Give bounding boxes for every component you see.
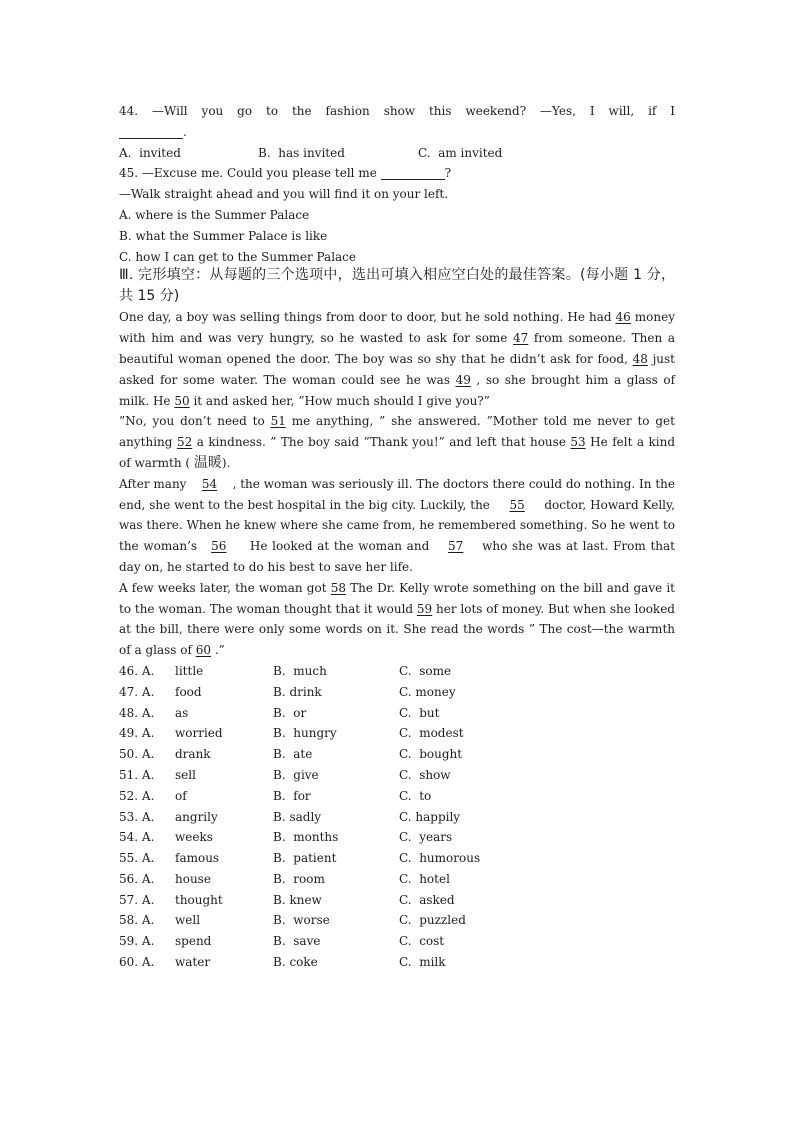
option-b: B. hungry: [273, 726, 337, 741]
option-b: B. give: [273, 767, 319, 782]
option-c: C. asked: [399, 892, 455, 907]
cloze-passage: [119, 307, 675, 661]
blank-number: 50: [174, 393, 190, 408]
option-row: [119, 723, 480, 744]
question-number: 49. A.: [119, 726, 155, 741]
option-row: [119, 786, 480, 807]
option-a: famous: [175, 851, 220, 866]
passage-paragraph-4: A few weeks later, the woman got 58 The Dr. Kelly wrote something on the bill and gave it to the woman. The woman thought that it would 59 her lots of money. But when she looked at the bill, there were only some words on it. She read the words ” The cost—the warmth of a glass of 60 .”: [119, 580, 676, 658]
question-number: 55. A.: [119, 851, 155, 866]
q45-reply: —Walk straight ahead and you will find it on your left.: [119, 187, 449, 202]
question-45: [119, 163, 675, 267]
option-c: C. humorous: [399, 851, 481, 866]
option-row: [119, 869, 480, 890]
options-table: [119, 661, 480, 973]
q45-option-a: A. where is the Summer Palace: [119, 207, 310, 222]
option-c: C. money: [399, 684, 456, 699]
question-number: 52. A.: [119, 788, 155, 803]
option-row: [119, 848, 480, 869]
blank-number: 58: [330, 580, 346, 595]
blank-number: 57: [448, 539, 464, 554]
question-number: 46. A.: [119, 663, 155, 678]
question-number: 58. A.: [119, 913, 155, 928]
section-heading: Ⅲ. 完形填空：从每题的三个选项中，选出可填入相应空白处的最佳答案。(每小题 1 分， 共 15 分): [119, 267, 675, 305]
option-a: weeks: [175, 830, 213, 845]
blank-number: 47: [513, 331, 529, 346]
option-b: B. sadly: [273, 809, 322, 824]
option-b: B. worse: [273, 913, 330, 928]
q44-option-a: A. invited: [119, 145, 181, 160]
passage-paragraph-2: ”No, you don’t need to 51 me anything, ” she answered. ”Mother told me never to get anything 52 a kindness. ” The boy said ”Thank you!” and left that house 53 He felt a kind of warmth ( 温暖).: [119, 414, 676, 471]
option-a: well: [175, 913, 201, 928]
option-a: spend: [175, 934, 212, 949]
option-c: C. some: [399, 663, 452, 678]
blank-number: 53: [570, 435, 586, 450]
option-row: [119, 931, 480, 952]
option-b: B. for: [273, 788, 311, 803]
option-b: B. drink: [273, 684, 322, 699]
question-number: 57. A.: [119, 892, 155, 907]
option-a: house: [175, 871, 211, 886]
question-number: 60. A.: [119, 955, 155, 970]
option-c: C. years: [399, 830, 453, 845]
answer-blank: [119, 124, 183, 139]
option-a: worried: [175, 726, 223, 741]
q44-stem: 44. —Will you go to the fashion show this weekend? —Yes, I will, if I: [119, 104, 675, 118]
q44-option-b: B. has invited: [258, 145, 345, 160]
question-44: [119, 101, 675, 163]
question-number: 59. A.: [119, 934, 155, 949]
option-b: B. much: [273, 663, 327, 678]
q45-option-c: C. how I can get to the Summer Palace: [119, 249, 357, 264]
option-a: thought: [175, 892, 223, 907]
option-row: [119, 910, 480, 931]
option-c: C. happily: [399, 809, 461, 824]
passage-paragraph-1: One day, a boy was selling things from door to door, but he sold nothing. He had 46 money with him and was very hungry, so he wasted to ask for some 47 from someone. Then a beautiful woman opened the door. The boy was so shy that he didn’t ask for food, 48 just asked for some water. The woman could see he was 49 , so she brought him a glass of milk. He 50 it and asked her, ”How much should I give you?”: [119, 310, 676, 408]
q44-options: [119, 143, 675, 164]
option-a: water: [175, 955, 211, 970]
option-b: B. room: [273, 871, 325, 886]
option-a: of: [175, 788, 187, 803]
q44-blank-line: .: [119, 122, 675, 143]
question-number: 51. A.: [119, 767, 155, 782]
blank-number: 54: [201, 476, 218, 491]
option-c: C. bought: [399, 747, 463, 762]
option-row: [119, 661, 480, 682]
question-number: 56. A.: [119, 871, 155, 886]
option-b: B. patient: [273, 851, 337, 866]
option-row: [119, 744, 480, 765]
option-c: C. cost: [399, 934, 445, 949]
option-a: angrily: [175, 809, 218, 824]
option-c: C. puzzled: [399, 913, 466, 928]
option-a: as: [175, 705, 189, 720]
option-a: food: [175, 684, 202, 699]
blank-number: 59: [416, 601, 433, 616]
option-row: [119, 827, 480, 848]
option-c: C. modest: [399, 726, 464, 741]
option-b: B. coke: [273, 955, 318, 970]
answer-blank: [381, 165, 445, 180]
option-row: [119, 952, 480, 973]
exam-page: [119, 101, 675, 973]
blank-number: 60: [195, 643, 212, 658]
option-b: B. or: [273, 705, 307, 720]
blank-number: 49: [455, 372, 471, 387]
option-b: B. save: [273, 934, 321, 949]
question-number: 53. A.: [119, 809, 155, 824]
q45-stem: 45. —Excuse me. Could you please tell me ?: [119, 166, 452, 181]
option-c: C. but: [399, 705, 440, 720]
q45-option-b: B. what the Summer Palace is like: [119, 228, 328, 243]
option-a: drank: [175, 747, 211, 762]
options-body: [119, 661, 480, 973]
option-c: C. hotel: [399, 871, 450, 886]
option-row: [119, 682, 480, 703]
blank-number: 48: [632, 351, 648, 366]
q44-option-c: C. am invited: [418, 145, 503, 160]
question-number: 47. A.: [119, 684, 155, 699]
option-row: [119, 807, 480, 828]
option-row: [119, 703, 480, 724]
blank-number: 52: [176, 435, 193, 450]
option-a: little: [175, 663, 204, 678]
question-number: 54. A.: [119, 830, 155, 845]
blank-number: 51: [270, 414, 286, 429]
option-a: sell: [175, 767, 196, 782]
question-number: 48. A.: [119, 705, 155, 720]
option-c: C. milk: [399, 955, 446, 970]
passage-paragraph-3: After many 54 , the woman was seriously ill. The doctors there could do nothing. In the end, she went to the best hospital in the big city. Luckily, the 55 doctor, Howard Kelly, was there. When he knew where she came from, he remembered something. So he went to the woman’s 56 He looked at the woman and 57 who she was at last. From that day on, he started to do his best to save her life.: [119, 476, 676, 574]
blank-number: 55: [509, 497, 525, 512]
option-b: B. months: [273, 830, 339, 845]
blank-number: 56: [211, 539, 227, 554]
question-number: 50. A.: [119, 747, 155, 762]
option-b: B. knew: [273, 892, 322, 907]
option-row: [119, 890, 480, 911]
option-c: C. show: [399, 767, 451, 782]
option-c: C. to: [399, 788, 432, 803]
option-row: [119, 765, 480, 786]
blank-number: 46: [615, 310, 631, 325]
option-b: B. ate: [273, 747, 313, 762]
